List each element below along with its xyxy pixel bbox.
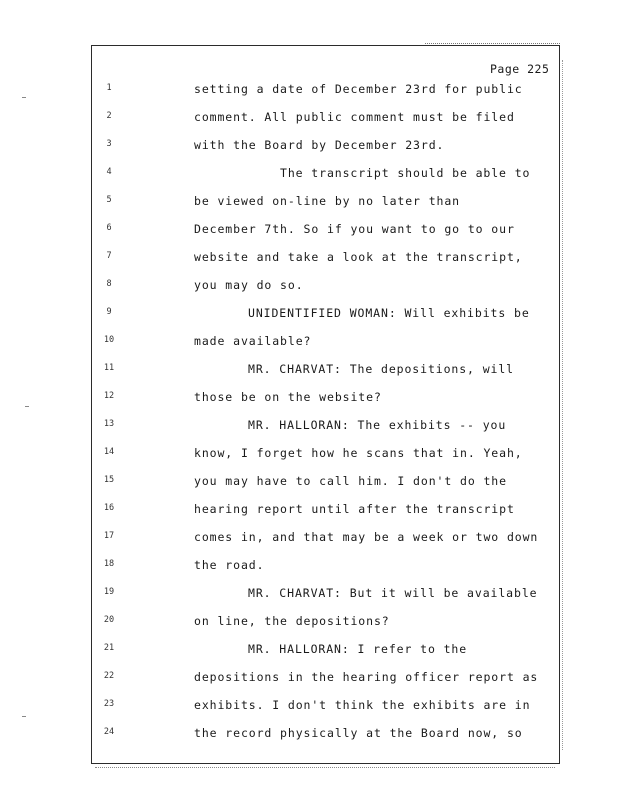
transcript-line: MR. CHARVAT: The depositions, will — [248, 362, 515, 376]
line-number: 1 — [106, 83, 112, 93]
line-number: 8 — [106, 279, 112, 289]
margin-mark — [22, 716, 26, 717]
line-number: 6 — [106, 223, 112, 233]
line-number: 24 — [103, 727, 115, 737]
line-number: 13 — [103, 419, 115, 429]
transcript-line: hearing report until after the transcript — [194, 502, 515, 516]
line-number: 19 — [103, 587, 115, 597]
transcript-line: comes in, and that may be a week or two down — [194, 530, 539, 544]
line-number: 4 — [106, 167, 112, 177]
line-number: 21 — [103, 643, 115, 653]
transcript-line: be viewed on-line by no later than — [194, 194, 461, 208]
transcript-line: MR. HALLORAN: The exhibits -- you — [248, 418, 507, 432]
page-number: Page 225 — [490, 62, 550, 76]
margin-mark — [25, 406, 29, 407]
scan-artifact-right — [562, 60, 565, 750]
line-number: 22 — [103, 671, 115, 681]
line-number: 17 — [103, 531, 115, 541]
transcript-line: comment. All public comment must be filed — [194, 110, 515, 124]
line-number: 11 — [103, 363, 115, 373]
transcript-line: the road. — [194, 558, 265, 572]
transcript-line: website and take a look at the transcript, — [194, 250, 523, 264]
transcript-line: you may do so. — [194, 278, 304, 292]
transcript-line: know, I forget how he scans that in. Yeah, — [194, 446, 523, 460]
line-number: 10 — [103, 335, 115, 345]
line-number: 9 — [106, 307, 112, 317]
line-number: 20 — [103, 615, 115, 625]
line-number: 5 — [106, 195, 112, 205]
transcript-line: UNIDENTIFIED WOMAN: Will exhibits be — [248, 306, 530, 320]
line-number: 3 — [106, 139, 112, 149]
transcript-line: exhibits. I don't think the exhibits are in — [194, 698, 531, 712]
transcript-line: on line, the depositions? — [194, 614, 390, 628]
transcript-line: MR. CHARVAT: But it will be available — [248, 586, 538, 600]
line-number: 2 — [106, 111, 112, 121]
line-number: 12 — [103, 391, 115, 401]
transcript-line: the record physically at the Board now, so — [194, 726, 523, 740]
transcript-line: December 7th. So if you want to go to our — [194, 222, 515, 236]
transcript-line: with the Board by December 23rd. — [194, 138, 445, 152]
transcript-page-frame — [91, 45, 560, 764]
margin-mark — [22, 97, 26, 98]
transcript-line: MR. HALLORAN: I refer to the — [248, 642, 468, 656]
line-number: 14 — [103, 447, 115, 457]
line-number: 23 — [103, 699, 115, 709]
transcript-line: setting a date of December 23rd for public — [194, 82, 523, 96]
transcript-line: The transcript should be able to — [280, 166, 531, 180]
transcript-line: depositions in the hearing officer report as — [194, 670, 539, 684]
line-number: 18 — [103, 559, 115, 569]
line-number: 16 — [103, 503, 115, 513]
scan-artifact-bottom — [95, 767, 555, 770]
line-number: 15 — [103, 475, 115, 485]
line-number: 7 — [106, 251, 112, 261]
transcript-line: made available? — [194, 334, 312, 348]
transcript-line: you may have to call him. I don't do the — [194, 474, 507, 488]
transcript-line: those be on the website? — [194, 390, 382, 404]
